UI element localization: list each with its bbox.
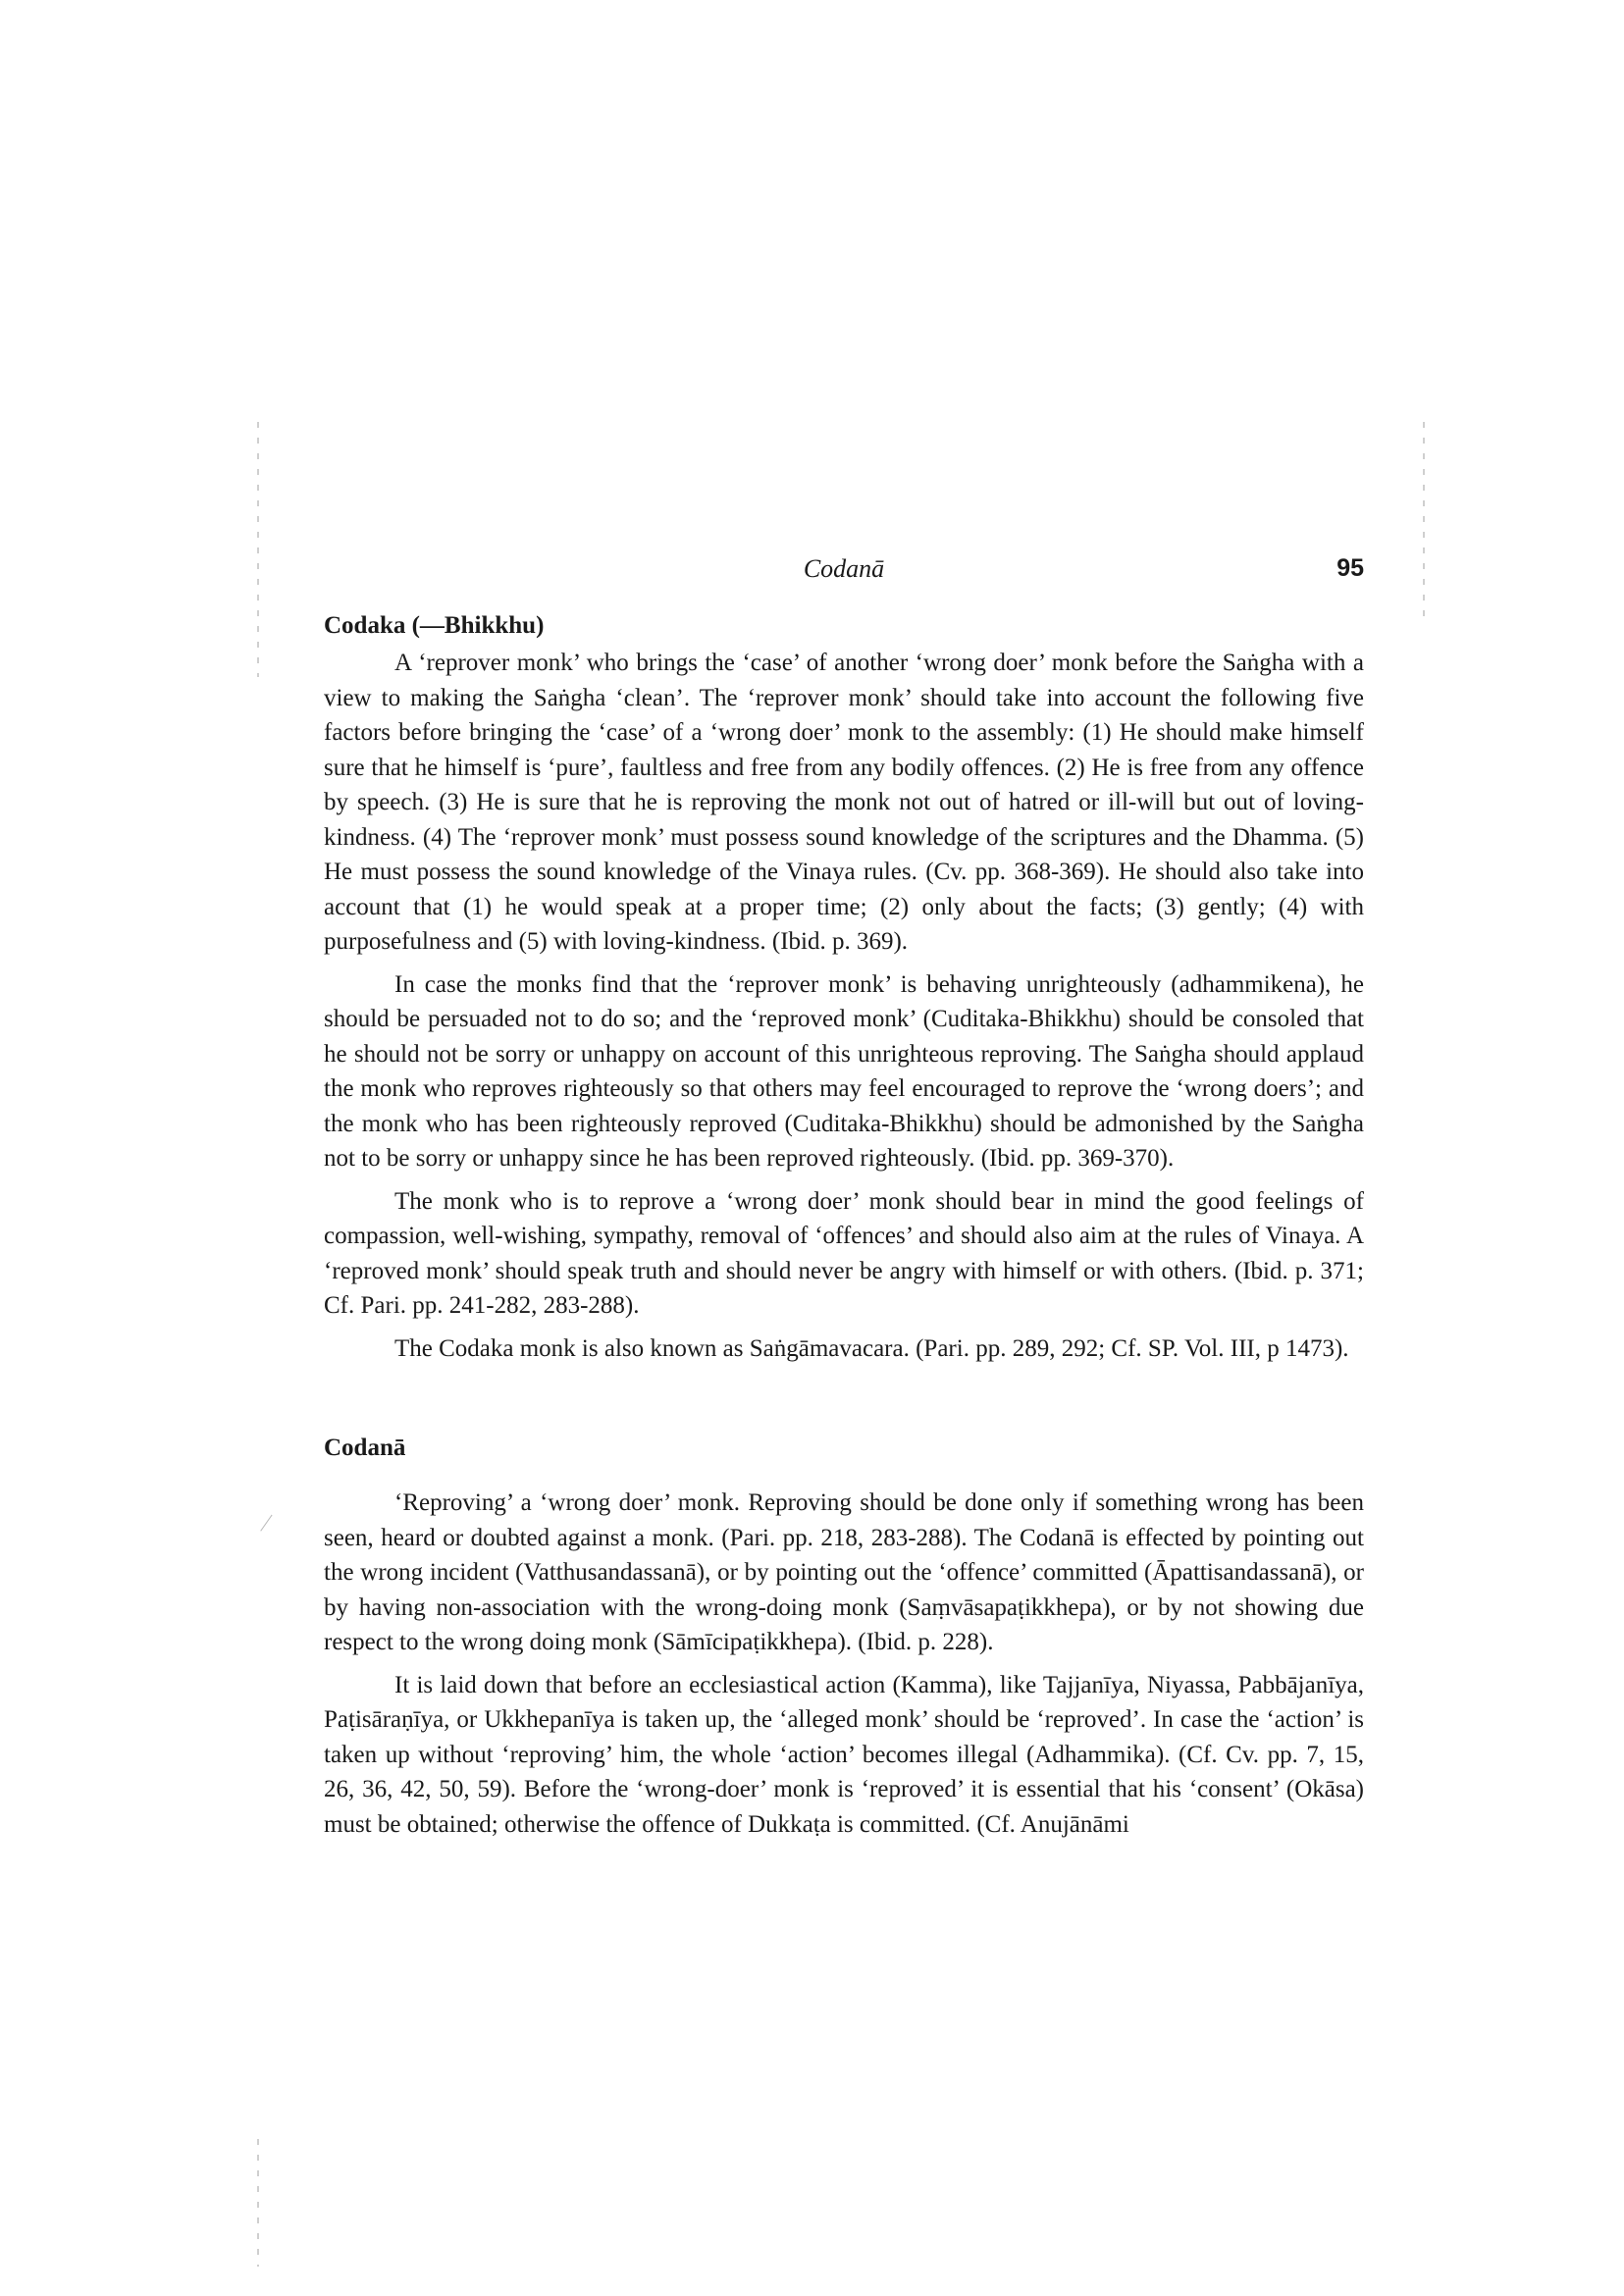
paragraph: The monk who is to reprove a ‘wrong doer’ monk should bear in mind the good feelings of compassion, well-wishing, sympathy, removal of ‘offences’ and should also aim at the rules of Vinaya. A ‘reproved monk’ should speak truth and should never be angry with himself or with others. (Ibid. p. 371; Cf. Pari. pp. 241-282, 283-288).: [324, 1187, 1364, 1319]
left-scan-edge-lower: [257, 2139, 259, 2267]
margin-mark: [260, 1515, 280, 1538]
page-number: 95: [1336, 554, 1364, 582]
paragraph: A ‘reprover monk’ who brings the ‘case’ of another ‘wrong doer’ monk before the Saṅgha with a view to making the Saṅgha ‘clean’. The ‘reprover monk’ should take into account the following five factors before bringing the ‘case’ of a ‘wrong doer’ monk to the assembly: (1) He should make himself sure that he himself is ‘pure’, faultless and free from any bodily offences. (2) He is free from any offence by speech. (3) He is sure that he is reproving the monk not out of hatred or ill-will but out of loving-kindness. (4) The ‘reprover monk’ must possess sound knowledge of the scriptures and the Dhamma. (5) He must possess the sound knowledge of the Vinaya rules. (Cv. pp. 368-369). He should also take into account that (1) he would speak at a proper time; (2) only about the facts; (3) gently; (4) with purposefulness and (5) with loving-kindness. (Ibid. p. 369).: [324, 650, 1364, 955]
paragraph: ‘Reproving’ a ‘wrong doer’ monk. Reproving should be done only if something wrong has been seen, heard or doubted against a monk. (Pari. pp. 218, 283-288). The Codanā is effected by pointing out the wrong incident (Vatthusandassanā), or by pointing out the ‘offence’ committed (Āpattisandassanā), or by having non-association with the wrong-doing monk (Saṃvāsapaṭikkhepa), or by not showing due respect to the wrong doing monk (Sāmīcipaṭikkhepa). (Ibid. p. 228).: [324, 1489, 1364, 1655]
paragraph: The Codaka monk is also known as Saṅgāmavacara. (Pari. pp. 289, 292; Cf. SP. Vol. III, p 1473).: [394, 1334, 1349, 1362]
page-header: [324, 554, 1364, 594]
paragraph: It is laid down that before an ecclesiastical action (Kamma), like Tajjanīya, Niyassa, Pabbājanīya, Paṭisāraṇīya, or Ukkhepanīya is taken up, the ‘alleged monk’ should be ‘reproved’. In case the ‘action’ is taken up without ‘reproving’ him, the whole ‘action’ becomes illegal (Adhammika). (Cf. Cv. pp. 7, 15, 26, 36, 42, 50, 59). Before the ‘wrong-doer’ monk is ‘reproved’ it is essential that his ‘consent’ (Okāsa) must be obtained; otherwise the offence of Dukkaṭa is committed. (Cf. Anujānāmi: [324, 1671, 1364, 1838]
left-scan-edge: [257, 422, 259, 677]
section-title-codana: Codanā: [324, 1435, 406, 1461]
running-head: Codanā: [803, 554, 885, 583]
page-content: [324, 606, 1364, 1842]
right-scan-edge: [1423, 422, 1425, 618]
paragraph: In case the monks find that the ‘reprover monk’ is behaving unrighteously (adhammikena), he should be persuaded not to do so; and the ‘reproved monk’ (Cuditaka-Bhikkhu) should be consoled that he should not be sorry or unhappy on account of this unrighteous reproving. The Saṅgha should applaud the monk who reproves righteously so that others may feel encouraged to reprove the ‘wrong doers’; and the monk who has been righteously reproved (Cuditaka-Bhikkhu) should be admonished by the Saṅgha not to be sorry or unhappy since he has been reproved righteously. (Ibid. pp. 369-370).: [324, 970, 1364, 1172]
section-title-codaka: Codaka (—Bhikkhu): [324, 612, 545, 639]
